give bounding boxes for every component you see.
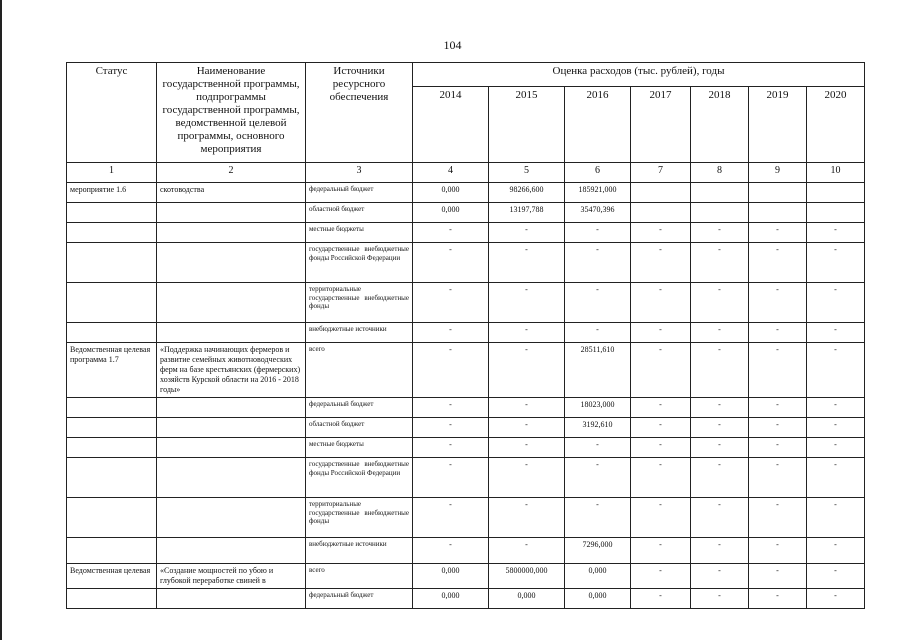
table-row — [67, 418, 865, 438]
funding-source-cell: областной бюджет — [306, 418, 413, 438]
expenses-table — [66, 62, 865, 609]
program-name-cell — [157, 283, 306, 323]
expense-value-cell: - — [807, 498, 865, 538]
status-cell — [67, 589, 157, 609]
program-name-cell — [157, 243, 306, 283]
expense-value-cell: - — [807, 223, 865, 243]
expense-value-cell: - — [413, 323, 489, 343]
expense-value-cell: 185921,000 — [565, 183, 631, 203]
program-name-cell: скотоводства — [157, 183, 306, 203]
funding-source-cell: территориальные государственные внебюджетные фонды — [306, 283, 413, 323]
expense-value-cell: - — [565, 243, 631, 283]
expense-value-cell: - — [749, 243, 807, 283]
expense-value-cell: - — [691, 538, 749, 564]
program-name-cell — [157, 458, 306, 498]
page-number: 104 — [443, 38, 462, 52]
expense-value-cell: - — [565, 438, 631, 458]
expense-value-cell: 3192,610 — [565, 418, 631, 438]
expense-value-cell: - — [691, 398, 749, 418]
table-row — [67, 538, 865, 564]
page-edge-line — [0, 0, 2, 640]
expense-value-cell: - — [489, 398, 565, 418]
table-row — [67, 203, 865, 223]
expense-value-cell: 0,000 — [565, 564, 631, 589]
expense-value-cell: - — [489, 223, 565, 243]
expense-value-cell: - — [749, 564, 807, 589]
expense-value-cell: 0,000 — [489, 589, 565, 609]
table-row — [67, 564, 865, 589]
funding-source-cell: всего — [306, 564, 413, 589]
column-number: 2 — [157, 163, 306, 183]
expense-value-cell: - — [565, 323, 631, 343]
expense-value-cell: - — [631, 538, 691, 564]
expense-value-cell: - — [489, 418, 565, 438]
expense-value-cell: 7296,000 — [565, 538, 631, 564]
funding-source-cell: государственные внебюджетные фонды Российской Федерации — [306, 243, 413, 283]
table-row — [67, 323, 865, 343]
program-name-cell: «Поддержка начинающих фермеров и развитие семейных животноводческих ферм на базе крестьянских (фермерских) хозяйств Курской области на 2016 - 2018 годы» — [157, 343, 306, 398]
header-status: Статус — [67, 63, 157, 163]
expense-value-cell — [631, 183, 691, 203]
table-row — [67, 589, 865, 609]
column-number: 7 — [631, 163, 691, 183]
status-cell — [67, 203, 157, 223]
expense-value-cell: 0,000 — [413, 183, 489, 203]
expense-value-cell: - — [691, 564, 749, 589]
column-number: 3 — [306, 163, 413, 183]
expense-value-cell: - — [631, 398, 691, 418]
expense-value-cell: - — [565, 283, 631, 323]
expense-value-cell: - — [631, 323, 691, 343]
header-year: 2016 — [565, 87, 631, 163]
expense-value-cell: - — [691, 343, 749, 398]
expense-value-cell: - — [631, 243, 691, 283]
status-cell — [67, 438, 157, 458]
funding-source-cell: внебюджетные источники — [306, 323, 413, 343]
expense-value-cell: - — [807, 564, 865, 589]
expense-value-cell: - — [489, 283, 565, 323]
status-cell — [67, 243, 157, 283]
expense-value-cell: - — [489, 498, 565, 538]
expense-value-cell: - — [749, 538, 807, 564]
program-name-cell — [157, 398, 306, 418]
header-expenses: Оценка расходов (тыс. рублей), годы — [413, 63, 865, 87]
status-cell — [67, 458, 157, 498]
expense-value-cell: - — [631, 564, 691, 589]
column-number: 6 — [565, 163, 631, 183]
funding-source-cell: местные бюджеты — [306, 223, 413, 243]
expense-value-cell: - — [413, 343, 489, 398]
funding-source-cell: всего — [306, 343, 413, 398]
expense-value-cell — [807, 183, 865, 203]
status-cell — [67, 398, 157, 418]
expense-value-cell — [691, 203, 749, 223]
expense-value-cell: - — [413, 498, 489, 538]
expense-value-cell: - — [691, 243, 749, 283]
expense-value-cell: - — [631, 589, 691, 609]
expense-value-cell: - — [807, 538, 865, 564]
program-name-cell — [157, 223, 306, 243]
column-number: 5 — [489, 163, 565, 183]
expense-value-cell: - — [489, 538, 565, 564]
expense-value-cell: - — [413, 398, 489, 418]
expense-value-cell: 28511,610 — [565, 343, 631, 398]
column-number: 8 — [691, 163, 749, 183]
status-cell: Ведомственная целевая программа 1.7 — [67, 343, 157, 398]
status-cell: Ведомственная целевая — [67, 564, 157, 589]
program-name-cell — [157, 538, 306, 564]
header-year: 2017 — [631, 87, 691, 163]
table-row — [67, 438, 865, 458]
program-name-cell — [157, 498, 306, 538]
expense-value-cell — [691, 183, 749, 203]
expense-value-cell: - — [749, 323, 807, 343]
expense-value-cell: 0,000 — [413, 564, 489, 589]
program-name-cell — [157, 589, 306, 609]
expense-value-cell: - — [631, 458, 691, 498]
header-year: 2014 — [413, 87, 489, 163]
table-row — [67, 343, 865, 398]
expense-value-cell: - — [413, 283, 489, 323]
funding-source-cell: федеральный бюджет — [306, 183, 413, 203]
funding-source-cell: областной бюджет — [306, 203, 413, 223]
program-name-cell — [157, 203, 306, 223]
expense-value-cell: 18023,000 — [565, 398, 631, 418]
header-name: Наименование государственной программы, подпрограммы государственной программы, ведомственной целевой программы, основного мероприятия — [157, 63, 306, 163]
expense-value-cell — [749, 203, 807, 223]
table-row — [67, 283, 865, 323]
column-number: 1 — [67, 163, 157, 183]
expense-value-cell: - — [691, 438, 749, 458]
expense-value-cell: - — [565, 498, 631, 538]
status-cell: мероприятие 1.6 — [67, 183, 157, 203]
expense-value-cell: 0,000 — [565, 589, 631, 609]
program-name-cell: «Создание мощностей по убою и глубокой переработке свиней в — [157, 564, 306, 589]
header-year: 2019 — [749, 87, 807, 163]
status-cell — [67, 223, 157, 243]
funding-source-cell: государственные внебюджетные фонды Российской Федерации — [306, 458, 413, 498]
expense-value-cell: - — [749, 458, 807, 498]
table-row — [67, 223, 865, 243]
expense-value-cell: - — [489, 343, 565, 398]
expense-value-cell: - — [691, 589, 749, 609]
column-number: 4 — [413, 163, 489, 183]
table-row — [67, 398, 865, 418]
expense-value-cell: - — [413, 418, 489, 438]
expense-value-cell: - — [807, 243, 865, 283]
expense-value-cell: 0,000 — [413, 203, 489, 223]
column-number: 10 — [807, 163, 865, 183]
expense-value-cell: - — [413, 458, 489, 498]
expense-value-cell: 0,000 — [413, 589, 489, 609]
table-row — [67, 498, 865, 538]
expense-value-cell: - — [413, 223, 489, 243]
status-cell — [67, 283, 157, 323]
expense-value-cell: 35470,396 — [565, 203, 631, 223]
table-row — [67, 243, 865, 283]
status-cell — [67, 418, 157, 438]
expense-value-cell: - — [565, 458, 631, 498]
funding-source-cell: внебюджетные источники — [306, 538, 413, 564]
expense-value-cell: - — [631, 343, 691, 398]
expense-value-cell: - — [565, 223, 631, 243]
header-sources: Источники ресурсного обеспечения — [306, 63, 413, 163]
expense-value-cell: - — [749, 498, 807, 538]
expense-value-cell: - — [691, 283, 749, 323]
expense-value-cell: - — [807, 283, 865, 323]
expense-value-cell — [807, 203, 865, 223]
table-row — [67, 183, 865, 203]
expense-value-cell: - — [691, 418, 749, 438]
expense-value-cell: - — [691, 323, 749, 343]
expense-value-cell: - — [691, 223, 749, 243]
header-year: 2020 — [807, 87, 865, 163]
expense-value-cell: - — [489, 438, 565, 458]
expense-value-cell: - — [807, 418, 865, 438]
expense-value-cell: - — [489, 323, 565, 343]
program-name-cell — [157, 438, 306, 458]
funding-source-cell: местные бюджеты — [306, 438, 413, 458]
expense-value-cell: - — [631, 498, 691, 538]
expense-value-cell: - — [749, 589, 807, 609]
expense-value-cell: - — [691, 498, 749, 538]
expense-value-cell: - — [749, 223, 807, 243]
expense-value-cell: - — [691, 458, 749, 498]
expense-value-cell: - — [489, 243, 565, 283]
expense-value-cell: - — [631, 438, 691, 458]
expense-value-cell: - — [807, 589, 865, 609]
header-year: 2015 — [489, 87, 565, 163]
expense-value-cell: - — [807, 343, 865, 398]
expense-value-cell: - — [749, 283, 807, 323]
status-cell — [67, 498, 157, 538]
expense-value-cell: - — [631, 418, 691, 438]
expense-value-cell: - — [631, 283, 691, 323]
column-number: 9 — [749, 163, 807, 183]
table-row — [67, 458, 865, 498]
expense-value-cell — [749, 183, 807, 203]
expense-value-cell: - — [413, 438, 489, 458]
status-cell — [67, 538, 157, 564]
funding-source-cell: федеральный бюджет — [306, 398, 413, 418]
expense-value-cell: - — [413, 243, 489, 283]
expense-value-cell: - — [749, 398, 807, 418]
funding-source-cell: федеральный бюджет — [306, 589, 413, 609]
program-name-cell — [157, 418, 306, 438]
status-cell — [67, 323, 157, 343]
expense-value-cell: - — [807, 398, 865, 418]
expense-value-cell: 98266,600 — [489, 183, 565, 203]
expense-value-cell: 5800000,000 — [489, 564, 565, 589]
expense-value-cell: - — [749, 418, 807, 438]
expense-value-cell: - — [749, 343, 807, 398]
expense-value-cell: - — [749, 438, 807, 458]
funding-source-cell: территориальные государственные внебюджетные фонды — [306, 498, 413, 538]
program-name-cell — [157, 323, 306, 343]
expense-value-cell — [631, 203, 691, 223]
expense-value-cell: - — [807, 323, 865, 343]
header-year: 2018 — [691, 87, 749, 163]
expense-value-cell: - — [631, 223, 691, 243]
expense-value-cell: - — [807, 438, 865, 458]
expense-value-cell: 13197,788 — [489, 203, 565, 223]
expense-value-cell: - — [489, 458, 565, 498]
expense-value-cell: - — [413, 538, 489, 564]
expense-value-cell: - — [807, 458, 865, 498]
